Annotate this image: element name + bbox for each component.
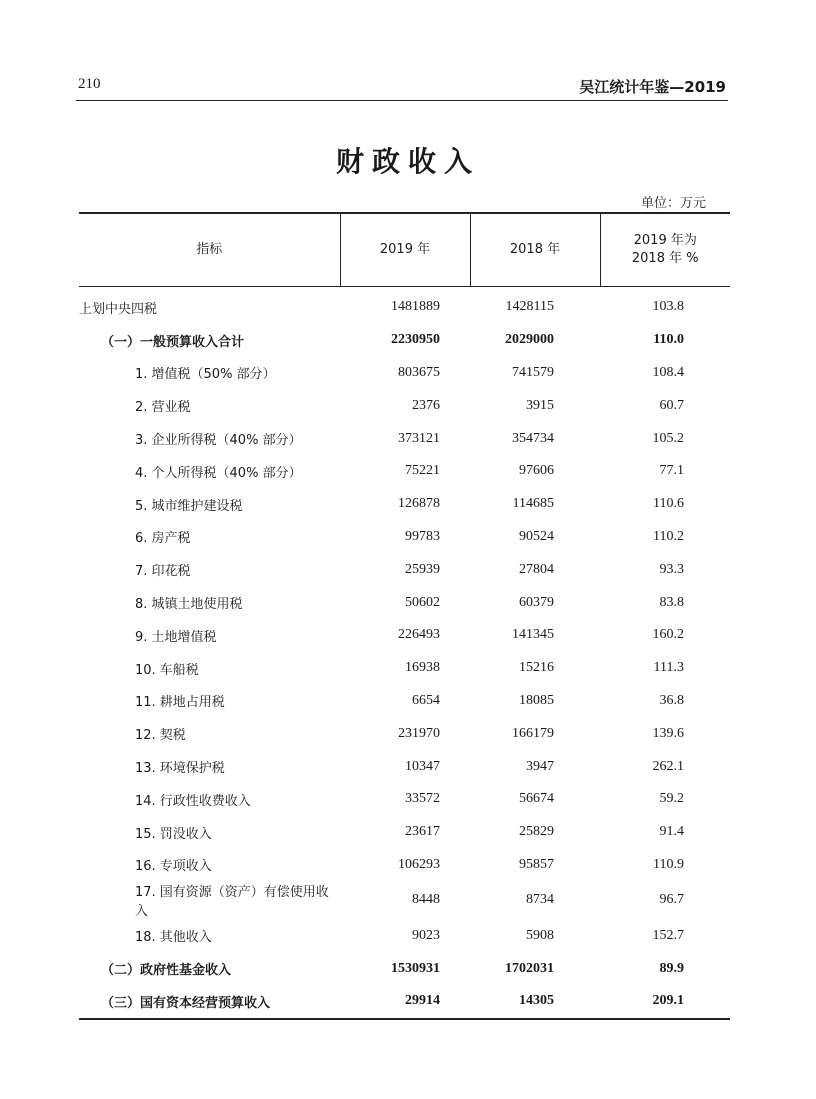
table-row [79, 488, 730, 521]
row-ratio: 139.6 [652, 725, 684, 741]
row-value-2019: 50602 [405, 594, 440, 610]
table-row [79, 553, 730, 586]
table-row [79, 619, 730, 652]
row-value-2019: 8448 [412, 892, 440, 908]
row-label: （一）一般预算收入合计 [101, 334, 245, 350]
row-value-2018: 56674 [519, 791, 554, 807]
row-ratio: 110.9 [653, 856, 684, 872]
row-value-2018: 1428115 [505, 299, 554, 315]
row-value-2019: 25939 [405, 561, 440, 577]
row-value-2018: 166179 [512, 725, 554, 741]
table-row [79, 985, 730, 1019]
table-row [79, 952, 730, 985]
row-ratio: 262.1 [652, 758, 684, 774]
row-ratio: 83.8 [659, 594, 684, 610]
row-ratio: 105.2 [652, 430, 684, 446]
table-row [79, 750, 730, 783]
row-value-2019: 126878 [398, 496, 440, 512]
row-value-2019: 226493 [398, 627, 440, 643]
header-2018: 2018 年 [470, 213, 600, 287]
fiscal-revenue-table [79, 212, 730, 1020]
row-value-2019: 10347 [405, 758, 440, 774]
header-ratio-line2: 2018 年 % [631, 251, 699, 266]
row-value-2018: 18085 [519, 692, 554, 708]
row-label: 7. 印花税 [135, 564, 191, 580]
table-row [79, 521, 730, 554]
row-ratio: 160.2 [652, 627, 684, 643]
header-rule [76, 100, 728, 101]
row-value-2018: 114685 [512, 496, 554, 512]
page-title: 财政收入 [335, 145, 480, 178]
row-value-2018: 90524 [519, 528, 554, 544]
table-row [79, 816, 730, 849]
row-label: 9. 土地增值税 [135, 629, 217, 645]
row-value-2019: 1481889 [391, 299, 440, 315]
row-ratio: 108.4 [652, 364, 684, 380]
row-value-2018: 1702031 [505, 960, 554, 976]
row-value-2018: 354734 [512, 430, 554, 446]
row-label: 18. 其他收入 [135, 930, 212, 946]
row-ratio: 152.7 [652, 927, 684, 943]
row-value-2019: 16938 [405, 660, 440, 676]
header-2019: 2019 年 [340, 213, 470, 287]
row-value-2019: 75221 [405, 463, 440, 479]
row-value-2018: 95857 [519, 856, 554, 872]
row-ratio: 110.6 [653, 496, 684, 512]
table-row [79, 455, 730, 488]
row-ratio: 209.1 [600, 985, 730, 1019]
row-label: 17. 国有资源（资产）有偿使用收入 [135, 885, 329, 920]
row-ratio: 36.8 [659, 692, 684, 708]
table-row [79, 685, 730, 718]
row-value-2019: 2230950 [391, 332, 440, 348]
row-label: 10. 车船税 [135, 662, 199, 678]
row-ratio: 93.3 [659, 561, 684, 577]
table-row [79, 783, 730, 816]
row-label: 13. 环境保护税 [135, 761, 225, 777]
row-label: 4. 个人所得税（40% 部分） [135, 465, 302, 481]
row-label: 15. 罚没收入 [135, 826, 212, 842]
row-value-2018: 3947 [526, 758, 554, 774]
table-row [79, 919, 730, 952]
row-value-2018: 97606 [519, 463, 554, 479]
header-indicator: 指标 [79, 213, 340, 287]
row-value-2019: 803675 [398, 364, 440, 380]
table-row [79, 652, 730, 685]
row-value-2018: 60379 [519, 594, 554, 610]
table-header-row [79, 213, 730, 287]
row-ratio: 89.9 [659, 960, 684, 976]
row-label: 上划中央四税 [79, 301, 158, 317]
row-ratio: 110.2 [653, 528, 684, 544]
row-value-2018: 27804 [519, 561, 554, 577]
page-number: 210 [78, 76, 101, 92]
row-value-2018: 2029000 [505, 332, 554, 348]
row-value-2019: 1530931 [391, 960, 440, 976]
row-value-2018: 5908 [526, 927, 554, 943]
header-ratio-line1: 2019 年为 [633, 233, 697, 248]
row-label: 5. 城市维护建设税 [135, 498, 243, 514]
row-value-2019: 373121 [398, 430, 440, 446]
row-value-2019: 9023 [412, 927, 440, 943]
table-row [79, 324, 730, 357]
row-value-2019: 29914 [340, 985, 470, 1019]
row-ratio: 60.7 [659, 397, 684, 413]
row-value-2019: 6654 [412, 692, 440, 708]
table-body [79, 287, 730, 1019]
row-value-2018: 741579 [512, 364, 554, 380]
table-row [79, 849, 730, 882]
row-label: 11. 耕地占用税 [135, 695, 225, 711]
table-row [79, 422, 730, 455]
row-ratio: 111.3 [653, 660, 684, 676]
row-ratio: 59.2 [659, 791, 684, 807]
row-label: 3. 企业所得税（40% 部分） [135, 433, 302, 449]
row-label: 6. 房产税 [135, 531, 191, 547]
row-value-2019: 33572 [405, 791, 440, 807]
unit-note: 单位：万元 [640, 196, 706, 211]
row-ratio: 103.8 [652, 299, 684, 315]
row-label: 1. 增值税（50% 部分） [135, 367, 276, 383]
row-label: （三）国有资本经营预算收入 [79, 985, 340, 1019]
row-value-2018: 141345 [512, 627, 554, 643]
table-row [79, 881, 730, 919]
row-label: 8. 城镇土地使用税 [135, 597, 243, 613]
table-row [79, 287, 730, 324]
row-value-2018: 25829 [519, 824, 554, 840]
table-row [79, 389, 730, 422]
table-row [79, 357, 730, 390]
row-value-2019: 99783 [405, 528, 440, 544]
row-value-2019: 23617 [405, 824, 440, 840]
row-label: 12. 契税 [135, 728, 186, 744]
book-title: 吴江统计年鉴—2019 [579, 78, 726, 96]
row-value-2018: 15216 [519, 660, 554, 676]
table-row [79, 717, 730, 750]
table-row [79, 586, 730, 619]
row-ratio: 96.7 [659, 892, 684, 908]
row-ratio: 77.1 [659, 463, 684, 479]
row-value-2019: 106293 [398, 856, 440, 872]
header-ratio [600, 213, 730, 287]
row-value-2018: 3915 [526, 397, 554, 413]
row-ratio: 91.4 [659, 824, 684, 840]
row-label: 2. 营业税 [135, 400, 191, 416]
row-ratio: 110.0 [653, 332, 684, 348]
row-value-2018: 8734 [526, 892, 554, 908]
row-label: 14. 行政性收费收入 [135, 793, 251, 809]
row-value-2018: 14305 [470, 985, 600, 1019]
row-label: 16. 专项收入 [135, 859, 212, 875]
row-value-2019: 2376 [412, 397, 440, 413]
row-value-2019: 231970 [398, 725, 440, 741]
row-label: （二）政府性基金收入 [101, 963, 232, 979]
